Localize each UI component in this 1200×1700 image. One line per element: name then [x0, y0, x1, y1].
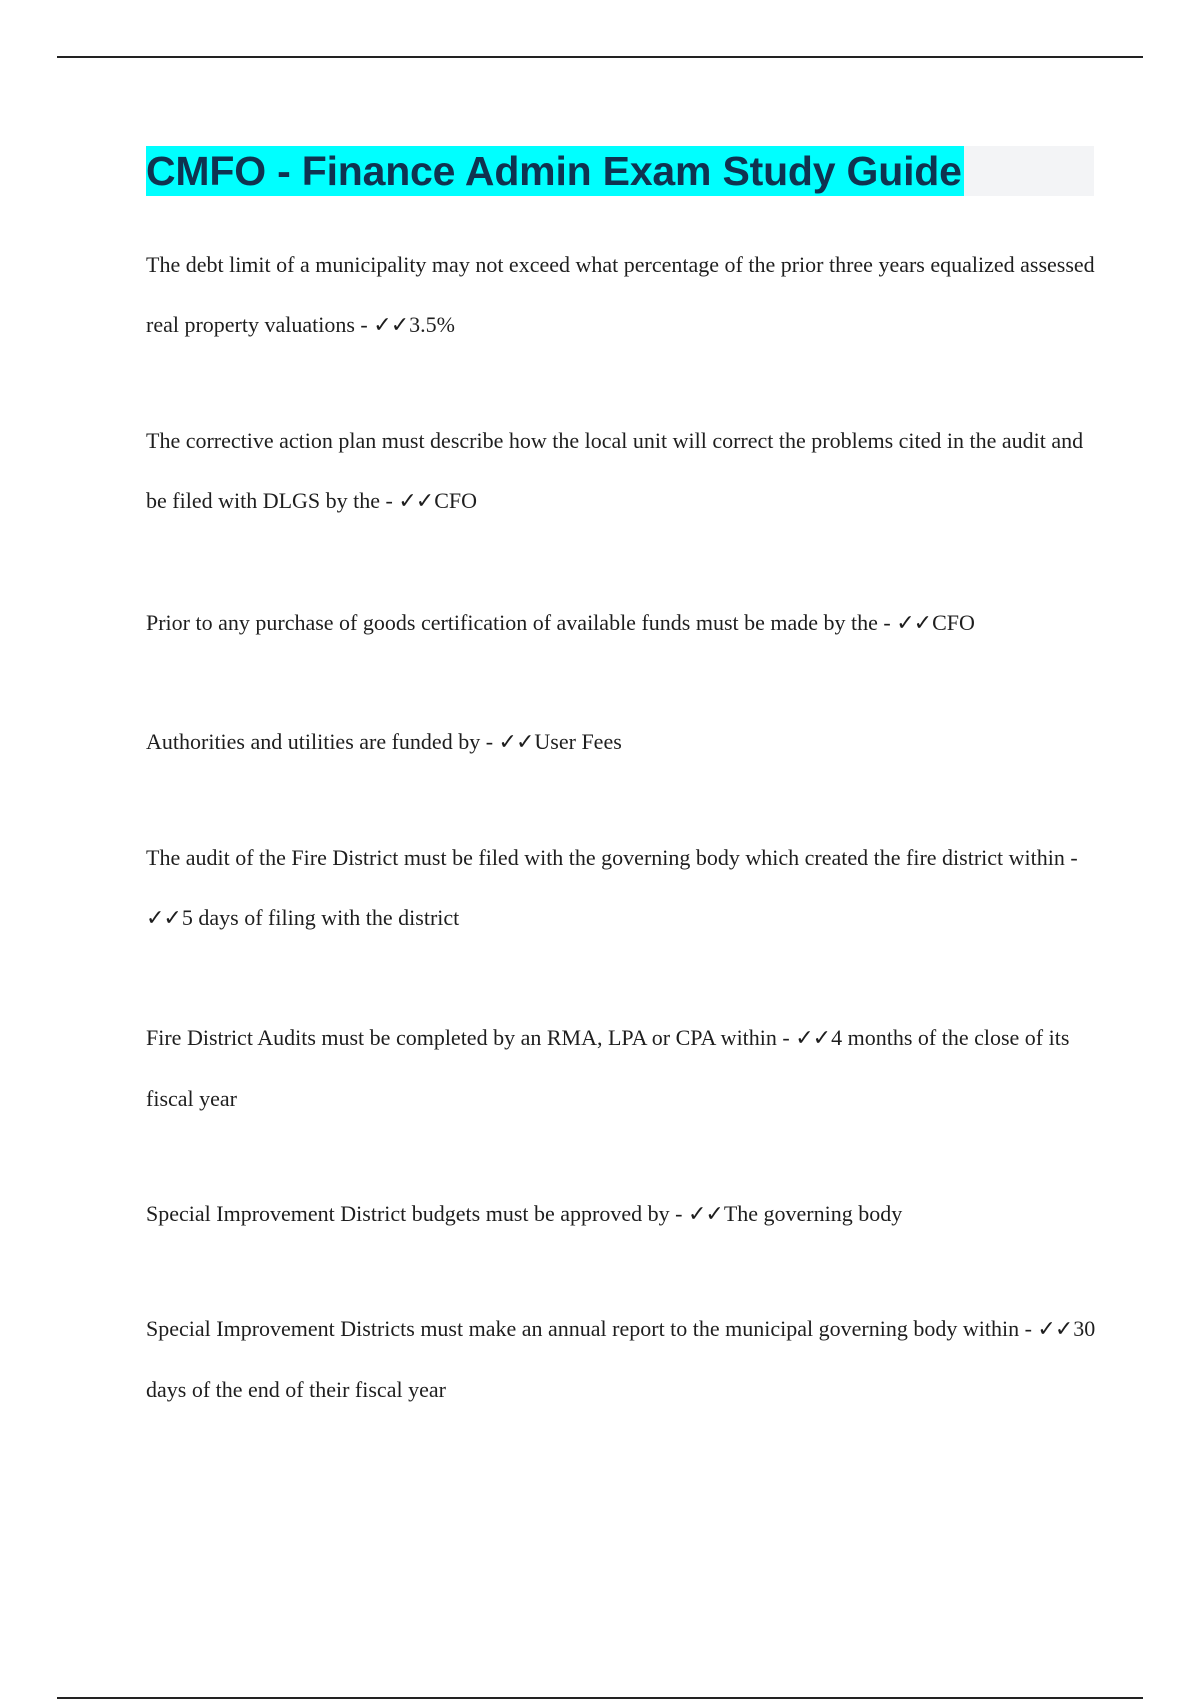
- answer-text: CFO: [932, 610, 975, 635]
- answer-text: User Fees: [534, 729, 622, 754]
- question-text: The debt limit of a municipality may not exceed what percentage of the prior three years equalized assessed real property valuations -: [146, 252, 1095, 337]
- qa-item-4: [146, 712, 1106, 773]
- qa-item-1: [146, 235, 1106, 356]
- question-text: The corrective action plan must describe how the local unit will correct the problems cited in the audit and be filed with DLGS by the -: [146, 428, 1084, 513]
- question-text: Special Improvement District budgets must be approved by -: [146, 1201, 688, 1226]
- answer-text: 5 days of filing with the district: [181, 905, 460, 930]
- qa-item-5: [146, 828, 1106, 949]
- double-check-icon: ✓✓: [146, 906, 181, 931]
- qa-item-6: [146, 1008, 1106, 1129]
- question-text: Special Improvement Districts must make an annual report to the municipal governing body within -: [146, 1316, 1038, 1341]
- double-check-icon: ✓✓: [1037, 1317, 1073, 1342]
- answer-text: 30 days of the end of their fiscal year: [146, 1316, 1096, 1402]
- answer-text: CFO: [434, 488, 478, 513]
- question-text: The audit of the Fire District must be filed with the governing body which created the fire district within -: [146, 845, 1078, 870]
- qa-item-3: [146, 593, 1106, 654]
- top-divider: [57, 56, 1143, 58]
- double-check-icon: ✓✓: [498, 730, 534, 755]
- double-check-icon: ✓✓: [687, 1202, 723, 1227]
- qa-item-7: [146, 1184, 1106, 1245]
- double-check-icon: ✓✓: [795, 1026, 831, 1051]
- double-check-icon: ✓✓: [373, 313, 409, 338]
- title-bar: [146, 146, 1094, 196]
- question-text: Fire District Audits must be completed by an RMA, LPA or CPA within -: [146, 1025, 796, 1050]
- question-text: Prior to any purchase of goods certification of available funds must be made by the -: [146, 610, 897, 635]
- question-text: Authorities and utilities are funded by -: [146, 729, 499, 754]
- double-check-icon: ✓✓: [398, 489, 434, 514]
- page-title: CMFO - Finance Admin Exam Study Guide: [146, 148, 962, 194]
- double-check-icon: ✓✓: [896, 611, 932, 636]
- answer-text: The governing body: [723, 1201, 903, 1226]
- qa-item-8: [146, 1299, 1106, 1420]
- qa-item-2: [146, 411, 1106, 532]
- answer-text: 3.5%: [409, 312, 455, 337]
- answer-text: 4 months of the close of its fiscal year: [146, 1025, 1070, 1111]
- bottom-divider: [57, 1697, 1143, 1699]
